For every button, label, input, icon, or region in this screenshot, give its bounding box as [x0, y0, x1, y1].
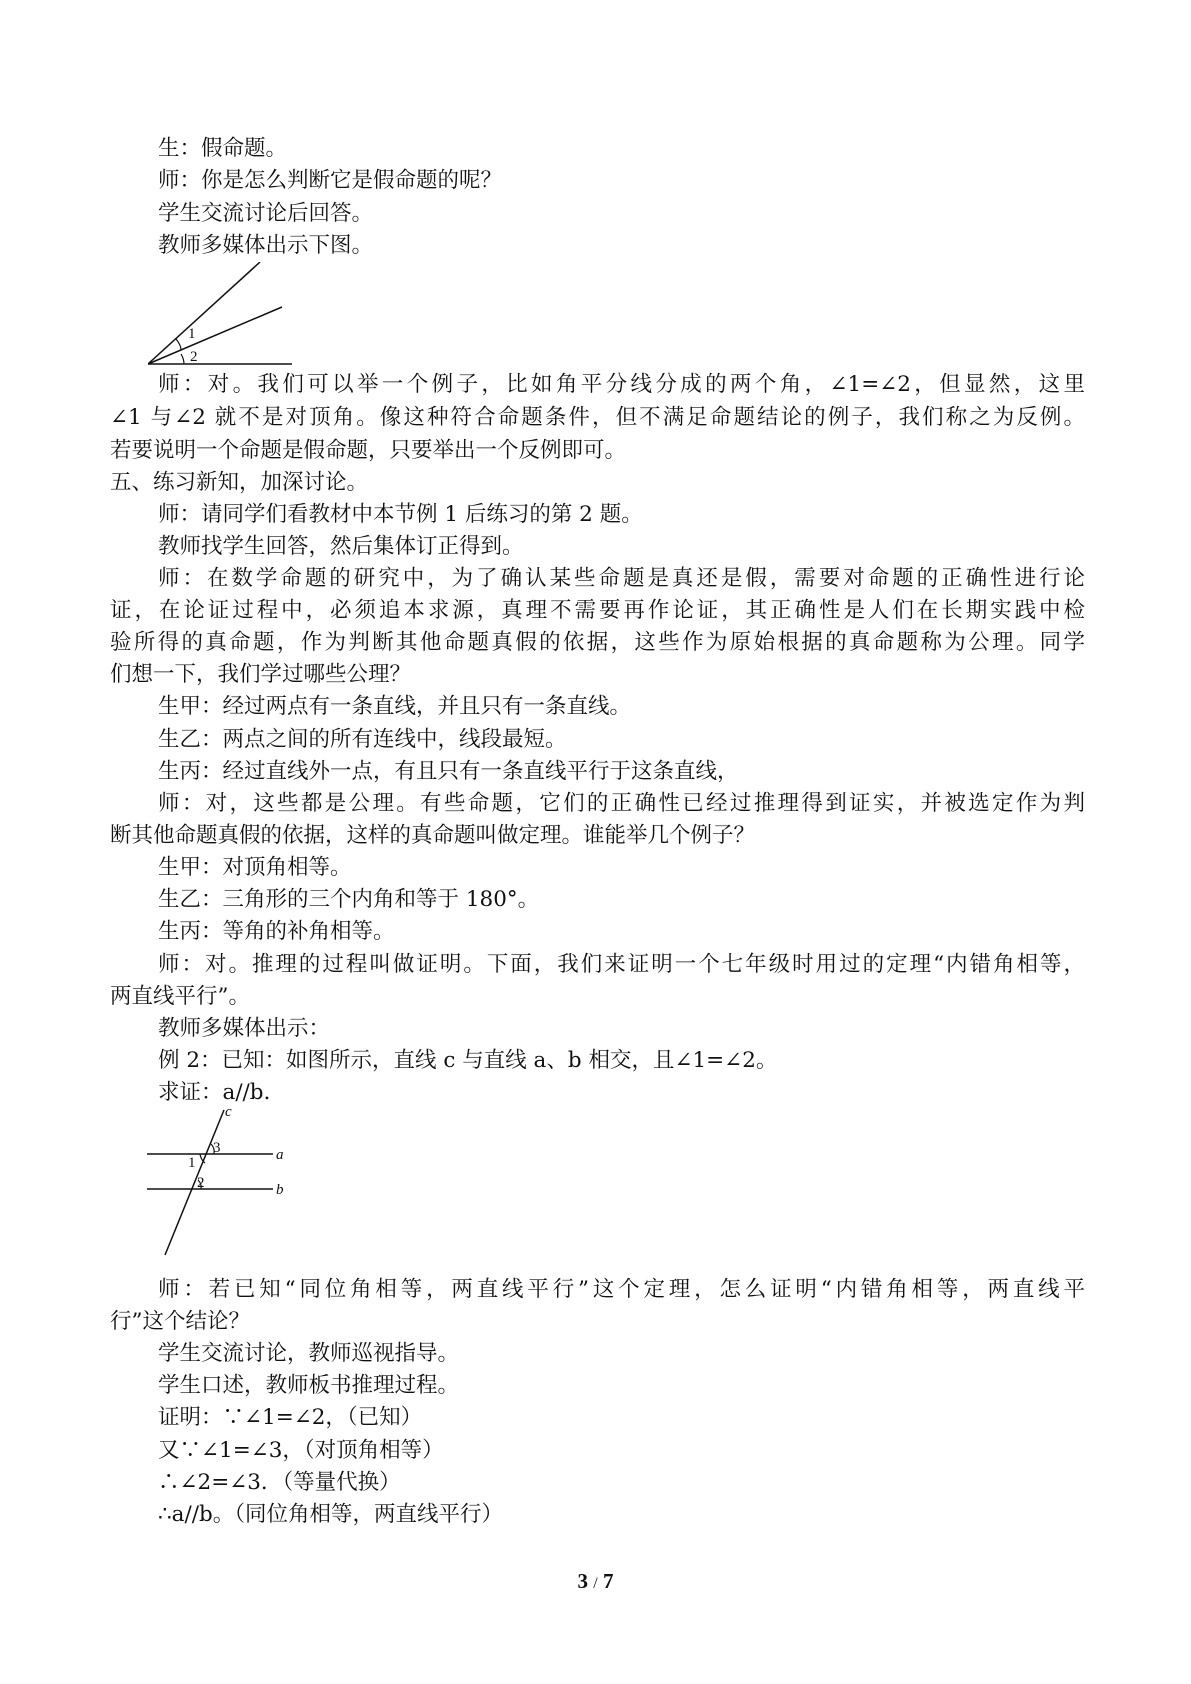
- angle-label-1: 1: [188, 326, 196, 342]
- upper-ray: [148, 262, 260, 364]
- text-line: 若要说明一个命题是假命题，只要举出一个反例即可。: [110, 438, 627, 463]
- text-line: 师：你是怎么判断它是假命题的呢？: [158, 168, 503, 193]
- text-line: 验所得的真命题，作为判断其他命题真假的依据，这些作为原始根据的真命题称为公理。同学: [110, 630, 1085, 655]
- text-line: 生乙：两点之间的所有连线中，线段最短。: [158, 727, 567, 752]
- bisector-ray: [148, 307, 282, 364]
- text-line: 们想一下，我们学过哪些公理？: [110, 662, 412, 687]
- text-line: 两直线平行”。: [110, 984, 250, 1009]
- text-line: 证，在论证过程中，必须追本求源，真理不需要再作论证，其正确性是人们在长期实践中检: [110, 598, 1085, 623]
- text-line: 师：若已知“同位角相等，两直线平行”这个定理，怎么证明“内错角相等，两直线平: [158, 1277, 1085, 1302]
- page-number: [0, 1569, 1191, 1594]
- angle-label-2: 2: [190, 349, 198, 365]
- text-line: 师：对。推理的过程叫做证明。下面，我们来证明一个七年级时用过的定理“内错角相等，: [158, 952, 1085, 977]
- angle-label-2: 2: [197, 1175, 205, 1191]
- proof-line: 证明：∵∠1=∠2，（已知）: [158, 1405, 423, 1430]
- proof-line: ∴a//b。（同位角相等，两直线平行）: [158, 1502, 503, 1527]
- parallel-lines-figure: [145, 1108, 305, 1260]
- line-c: [165, 1110, 224, 1255]
- text-line: 师：请同学们看教材中本节例 1 后练习的第 2 题。: [158, 502, 643, 527]
- current-page: 3: [577, 1569, 589, 1593]
- text-line: 求证：a//b．: [158, 1080, 286, 1105]
- text-line: 行”这个结论？: [110, 1309, 250, 1334]
- line-label-c: c: [225, 1108, 232, 1120]
- section-heading: 五、练习新知，加深讨论。: [110, 470, 369, 495]
- text-line: 教师找学生回答，然后集体订正得到。: [158, 534, 524, 559]
- angle-label-1: 1: [188, 1155, 196, 1171]
- text-line: 生丙：等角的补角相等。: [158, 919, 395, 944]
- proof-line: ∴∠2=∠3．（等量代换）: [158, 1470, 401, 1495]
- total-pages: 7: [602, 1569, 614, 1593]
- angle-label-3: 3: [213, 1140, 221, 1156]
- text-line: 学生交流讨论，教师巡视指导。: [158, 1341, 460, 1366]
- proof-line: 又∵∠1=∠3，（对顶角相等）: [158, 1438, 444, 1463]
- text-line: 师：对。我们可以举一个例子，比如角平分线分成的两个角，∠1=∠2，但显然，这里: [158, 372, 1085, 397]
- page-separator: /: [593, 1575, 598, 1592]
- angle-bisector-figure: [148, 262, 298, 374]
- angle-arc-2: [181, 354, 184, 364]
- text-line: 学生交流讨论后回答。: [158, 201, 374, 226]
- text-line: 例 2：已知：如图所示，直线 c 与直线 a、b 相交，且∠1=∠2。: [158, 1048, 778, 1073]
- text-line: ∠1 与∠2 就不是对顶角。像这种符合命题条件，但不满足命题结论的例子，我们称之为反例。: [110, 405, 1085, 430]
- line-label-a: a: [276, 1147, 284, 1163]
- text-line: 生甲：经过两点有一条直线，并且只有一条直线。: [158, 694, 632, 719]
- text-line: 师：在数学命题的研究中，为了确认某些命题是真还是假，需要对命题的正确性进行论: [158, 566, 1085, 591]
- text-line: 教师多媒体出示：: [158, 1016, 331, 1041]
- text-line: 生丙：经过直线外一点，有且只有一条直线平行于这条直线，: [158, 759, 739, 784]
- text-line: 教师多媒体出示下图。: [158, 233, 374, 258]
- text-line: 生：假命题。: [158, 136, 288, 161]
- text-line: 学生口述，教师板书推理过程。: [158, 1373, 460, 1398]
- text-line: 生甲：对顶角相等。: [158, 855, 352, 880]
- text-line: 生乙：三角形的三个内角和等于 180°。: [158, 887, 540, 912]
- text-line: 师：对，这些都是公理。有些命题，它们的正确性已经过推理得到证实，并被选定作为判: [158, 791, 1085, 816]
- line-label-b: b: [276, 1182, 284, 1198]
- angle-arc-1: [176, 339, 181, 350]
- text-line: 断其他命题真假的依据，这样的真命题叫做定理。谁能举几个例子？: [110, 823, 756, 848]
